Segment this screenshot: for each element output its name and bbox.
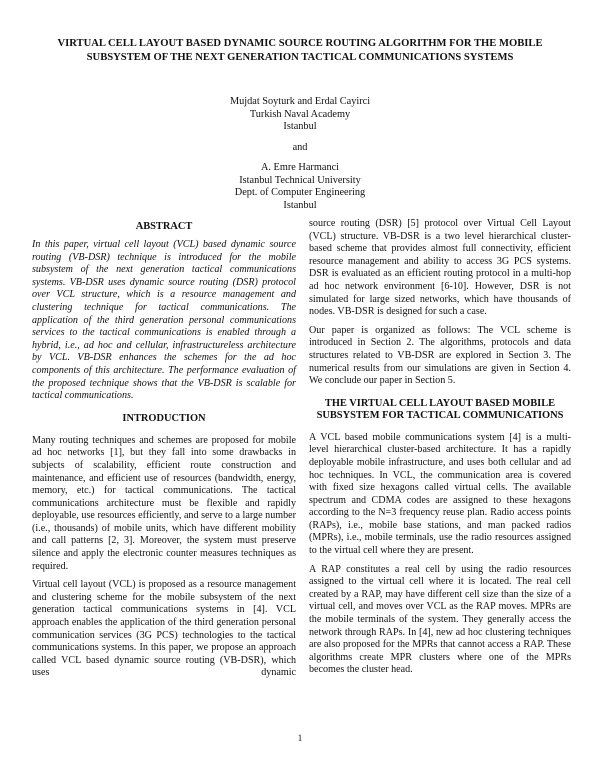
intro-paragraph-2: Virtual cell layout (VCL) is proposed as a resource management and clustering scheme for the mobile subsystem of the next generation tactical communications systems in [4]. VCL approach enables the application of the third generation personal communication services (3G PCS) technologies to the tactical communications systems. In this paper, we propose an approach called VCL based dynamic source routing (VB-DSR), which uses dynamic bbox=[32, 579, 296, 679]
intro-paragraph-3: Our paper is organized as follows: The VCL scheme is introduced in Section 2. The algorithms, protocols and data structures related to VB-DSR are explored in Section 3. The numerical results from our simulations are given in Section 4. We conclude our paper in Section 5. bbox=[309, 324, 571, 387]
right-column bbox=[309, 218, 571, 677]
author-names-1: Mujdat Soyturk and Erdal Cayirci bbox=[229, 96, 371, 107]
affiliation-1: Turkish Naval Academy bbox=[249, 108, 351, 120]
section2-paragraph-2: A RAP constitutes a real cell by using the radio resources assigned to the virtual cell where it is located. The real cell created by a RAP, may have different cell size than the size of a virtual cell, and moves over VCL as the RAP moves. MPRs are the mobile terminals of the system. They generally access the network through RAPs. In [4], new ad hoc clustering techniques are also proposed for the MPRs that cannot access a RAP. These algorithms create MPR clusters where one of the MPRs becomes the cluster head. bbox=[309, 563, 571, 676]
department-2: Dept. of Computer Engineering bbox=[234, 187, 366, 198]
city-2: Istanbul bbox=[283, 199, 317, 211]
section2-paragraph-1: A VCL based mobile communications system [4] is a multi-level hierarchical cluster-based architecture. It has a rapidly deployable mobile infrastructure, and uses both cellular and ad hoc techniques. In VCL, the communication area is covered with fixed size hexagons called virtual cells. The available spectrum and CDMA codes are assigned to these hexagons according to the N=3 frequency reuse plan. Radio access points (RAPs), i.e., mobile base stations, and man packed radios (MPRs), i.e., mobile terminals, use the radio resources assigned to the virtual cell where they are present. bbox=[309, 431, 571, 557]
city-1: Istanbul bbox=[283, 121, 317, 132]
affiliation-2: Istanbul Technical University bbox=[239, 174, 361, 186]
author-block bbox=[100, 96, 500, 212]
introduction-heading: INTRODUCTION bbox=[122, 412, 206, 424]
author-conjunction: and bbox=[292, 141, 308, 153]
intro-paragraph-1: Many routing techniques and schemes are proposed for mobile ad hoc networks [1], but they fall into some drawbacks in subjects of scalability, efficient route construction and maintenance, and efficient use of resources (bandwidth, energy, memory, etc.) for tactical communications. The tactical communications architecture must be flexible and rapidly deployable, use resources efficiently, and serve to a large number (i.e., thousands) of mobile units, which have different mobility and call patterns [2, 3]. Moreover, the system must preserve silence and apply the electronic counter measures techniques as required. bbox=[32, 434, 296, 572]
abstract-text: In this paper, virtual cell layout (VCL) based dynamic source routing (VB-DSR) technique is introduced for the mobile subsystem of the next generation tactical communications systems. VB-DSR uses dynamic source routing (DSR) protocol over VCL structure, which is a resource management and clustering technique for tactical communications. The application of the third generation personal communications services to the tactical communications is enabled through a hybrid, i.e., ad hoc and cellular, infrastructureless architecture by VCL. VB-DSR enhances the schemes for the ad hoc components of this architecture. The performance evaluation of the proposed technique shows that the VB-DSR is scalable for tactical communications. bbox=[32, 239, 296, 402]
section2-heading: THE VIRTUAL CELL LAYOUT BASED MOBILE SUBSYSTEM FOR TACTICAL COMMUNICATIONS bbox=[316, 397, 564, 421]
left-column bbox=[32, 221, 296, 680]
page-number: 1 bbox=[297, 733, 303, 743]
abstract-heading: ABSTRACT bbox=[135, 221, 193, 232]
paper-title: VIRTUAL CELL LAYOUT BASED DYNAMIC SOURCE ROUTING ALGORITHM FOR THE MOBILE SUBSYSTEM OF THE NEXT GENERATION TACTICAL COMMUNICATIONS SYSTEMS bbox=[57, 38, 543, 63]
intro-paragraph-2-continued: source routing (DSR) [5] protocol over Virtual Cell Layout (VCL) structure. VB-DSR is a two level hierarchical cluster-based scheme that provides almost full connectivity, efficient resource management and ability to access 3G PCS systems. DSR is evaluated as an efficient routing protocol in a multi-hop ad hoc network environment [6-10]. However, DSR is not simulated for large sized networks, which have thousands of nodes. VB-DSR is designed for such a case. bbox=[309, 218, 571, 318]
author-name-2: A. Emre Harmanci bbox=[260, 162, 340, 173]
